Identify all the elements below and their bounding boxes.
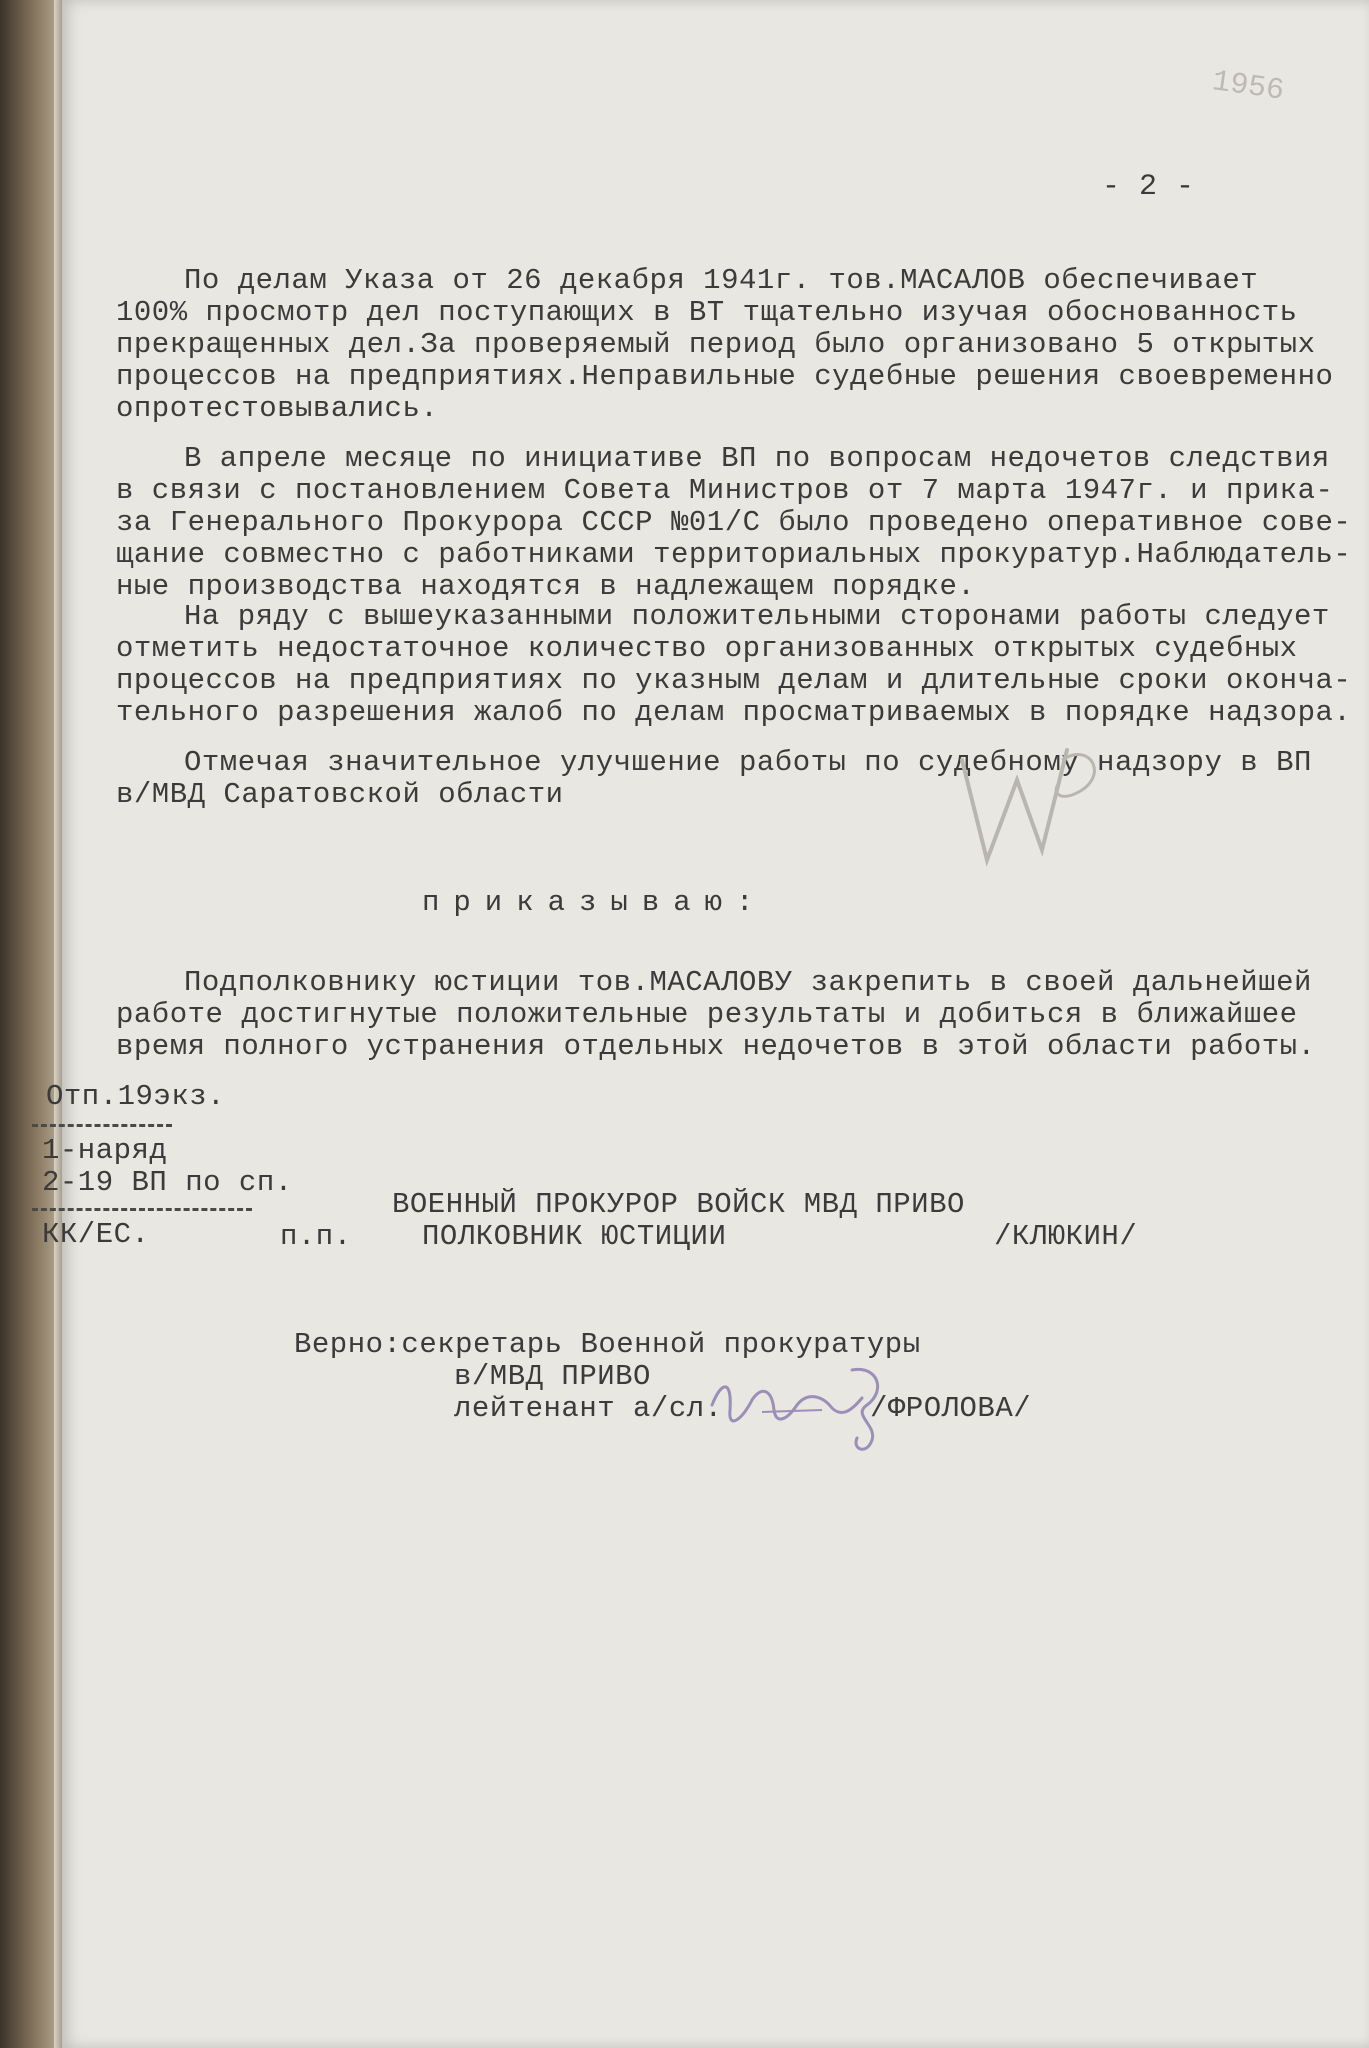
paragraph-1-line-3: прекращенных дел.За проверяемый период было организовано 5 открытых xyxy=(116,328,1316,361)
signature-title-line-1: ВОЕННЫЙ ПРОКУРОР ВОЙСК МВД ПРИВО xyxy=(392,1188,965,1221)
paragraph-2-line-2: в связи с постановлением Совета Министров от 7 марта 1947г. и прика- xyxy=(116,474,1334,507)
signature-pp: п.п. xyxy=(280,1220,352,1253)
paragraph-1-line-2: 100% просмотр дел поступающих в ВТ тщательно изучая обоснованность xyxy=(116,296,1298,329)
paragraph-3-line-3: процессов на предприятиях по указным делам и длительные сроки оконча- xyxy=(116,664,1352,697)
distribution-copies: Отп.19экз. xyxy=(46,1080,226,1113)
signature-name: /КЛЮКИН/ xyxy=(994,1220,1138,1253)
page-number: - 2 - xyxy=(1102,170,1195,204)
binder-spine xyxy=(0,0,62,2048)
paragraph-2-line-3: за Генерального Прокурора СССР №01/С было проведено оперативное сове- xyxy=(116,506,1352,539)
paragraph-3-line-2: отметить недостаточное количество организованных открытых судебных xyxy=(116,632,1298,665)
distribution-line-1: 1-наряд xyxy=(42,1134,168,1167)
paragraph-2-line-4: щание совместно с работниками территориальных прокуратур.Наблюдатель- xyxy=(116,538,1352,571)
paragraph-1-line-5: опротестовывались. xyxy=(116,392,439,425)
order-line-1: Подполковнику юстиции тов.МАСАЛОВУ закрепить в своей дальнейшей xyxy=(184,966,1312,999)
paragraph-3-line-4: тельного разрешения жалоб по делам просматриваемых в порядке надзора. xyxy=(116,696,1352,729)
paragraph-4-line-2: в/МВД Саратовской области xyxy=(116,778,564,811)
distribution-initials: КК/ЕС. xyxy=(42,1218,150,1251)
paragraph-4-line-1: Отмечая значительное улучшение работы по судебному надзору в ВП xyxy=(184,746,1312,779)
order-heading: приказываю: xyxy=(422,886,768,919)
order-line-3: время полного устранения отдельных недочетов в этой области работы. xyxy=(116,1030,1316,1063)
certification-line-2: в/МВД ПРИВО xyxy=(454,1360,651,1393)
distribution-rule-1 xyxy=(32,1124,172,1127)
paragraph-2-line-1: В апреле месяце по инициативе ВП по вопросам недочетов следствия xyxy=(184,442,1330,475)
paragraph-2-line-5: ные производства находятся в надлежащем порядке. xyxy=(116,570,976,603)
paragraph-3-line-1: На ряду с вышеуказанными положительными сторонами работы следует xyxy=(184,600,1330,633)
order-line-2: работе достигнутые положительные результаты и добиться в ближайшее xyxy=(116,998,1298,1031)
certification-name: /ФРОЛОВА/ xyxy=(870,1392,1032,1425)
document-page xyxy=(42,0,1369,2048)
signature-title-line-2: ПОЛКОВНИК ЮСТИЦИИ xyxy=(422,1220,727,1253)
distribution-line-2: 2-19 ВП по сп. xyxy=(42,1166,293,1199)
paragraph-1-line-1: По делам Указа от 26 декабря 1941г. тов.МАСАЛОВ обеспечивает xyxy=(184,264,1259,297)
paragraph-1-line-4: процессов на предприятиях.Неправильные судебные решения своевременно xyxy=(116,360,1334,393)
certification-line-3: лейтенант а/сл. xyxy=(454,1392,723,1425)
handwritten-signature xyxy=(702,1350,932,1460)
pencil-archive-number: 1956 xyxy=(1209,65,1287,109)
distribution-rule-2 xyxy=(32,1208,252,1211)
pencil-annotation-mark xyxy=(942,700,1122,880)
certification-line-1: Верно:секретарь Военной прокуратуры xyxy=(294,1328,921,1361)
